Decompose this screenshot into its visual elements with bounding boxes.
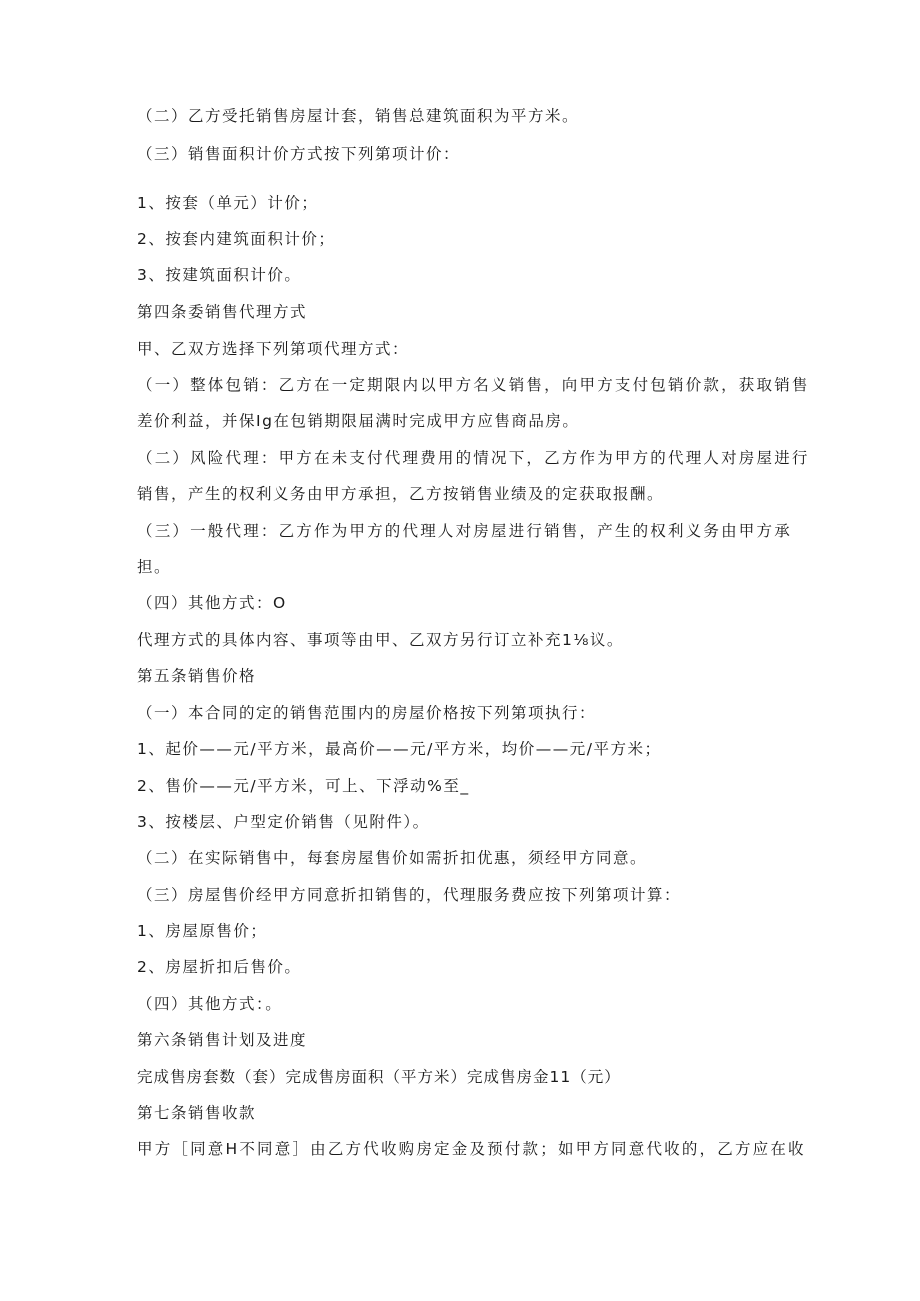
text-line: 担。: [137, 558, 172, 576]
text-line: 1、按套（单元）计价；: [137, 194, 319, 212]
text-line: 1、起价——元/平方米，最高价——元/平方米，均价——元/平方米；: [137, 740, 662, 758]
text-line: 1、房屋原售价；: [137, 922, 268, 940]
text-line: 2、按套内建筑面积计价；: [137, 230, 336, 248]
text-line: 销售，产生的权利义务由甲方承担，乙方按销售业绩及的定获取报酬。: [137, 485, 665, 503]
text-line: 甲方［同意H不同意］由乙方代收购房定金及预付款；如甲方同意代收的，乙方应在收: [137, 1140, 806, 1158]
text-line: （一）本合同的定的销售范围内的房屋价格按下列第项执行：: [137, 704, 597, 722]
text-line: （三）一般代理：乙方作为甲方的代理人对房屋进行销售，产生的权利义务由甲方承: [137, 522, 792, 540]
text-line: （一）整体包销：乙方在一定期限内以甲方名义销售，向甲方支付包销价款，获取销售: [137, 376, 810, 394]
text-line: （二）风险代理：甲方在未支付代理费用的情况下，乙方作为甲方的代理人对房屋进行: [137, 449, 810, 467]
text-line: （三）销售面积计价方式按下列第项计价：: [137, 145, 461, 163]
text-line: 2、售价——元/平方米，可上、下浮动%至_: [137, 777, 470, 795]
section-heading: 第六条销售计划及进度: [137, 1031, 308, 1049]
text-line: （二）在实际销售中，每套房屋售价如需折扣优惠，须经甲方同意。: [137, 849, 648, 867]
section-heading: 第五条销售价格: [137, 667, 257, 685]
text-line: （四）其他方式：O: [137, 594, 287, 612]
text-line: （二）乙方受托销售房屋计套，销售总建筑面积为平方米。: [137, 107, 580, 125]
text-line: （四）其他方式：。: [137, 995, 283, 1013]
text-line: 完成售房套数（套）完成售房面积（平方米）完成售房金11（元）: [137, 1068, 621, 1086]
section-heading: 第七条销售收款: [137, 1104, 257, 1122]
section-heading: 第四条委销售代理方式: [137, 303, 308, 321]
text-line: 2、房屋折扣后售价。: [137, 958, 302, 976]
text-line: 代理方式的具体内容、事项等由甲、乙双方另行订立补充1⅛议。: [137, 631, 624, 649]
text-line: 3、按建筑面积计价。: [137, 266, 302, 284]
text-line: 甲、乙双方选择下列第项代理方式：: [137, 340, 410, 358]
text-line: （三）房屋售价经甲方同意折扣销售的，代理服务费应按下列第项计算：: [137, 886, 682, 904]
text-line: 3、按楼层、户型定价销售（见附件）。: [137, 813, 430, 831]
text-line: 差价利益，并保Ig在包销期限届满时完成甲方应售商品房。: [137, 412, 580, 430]
